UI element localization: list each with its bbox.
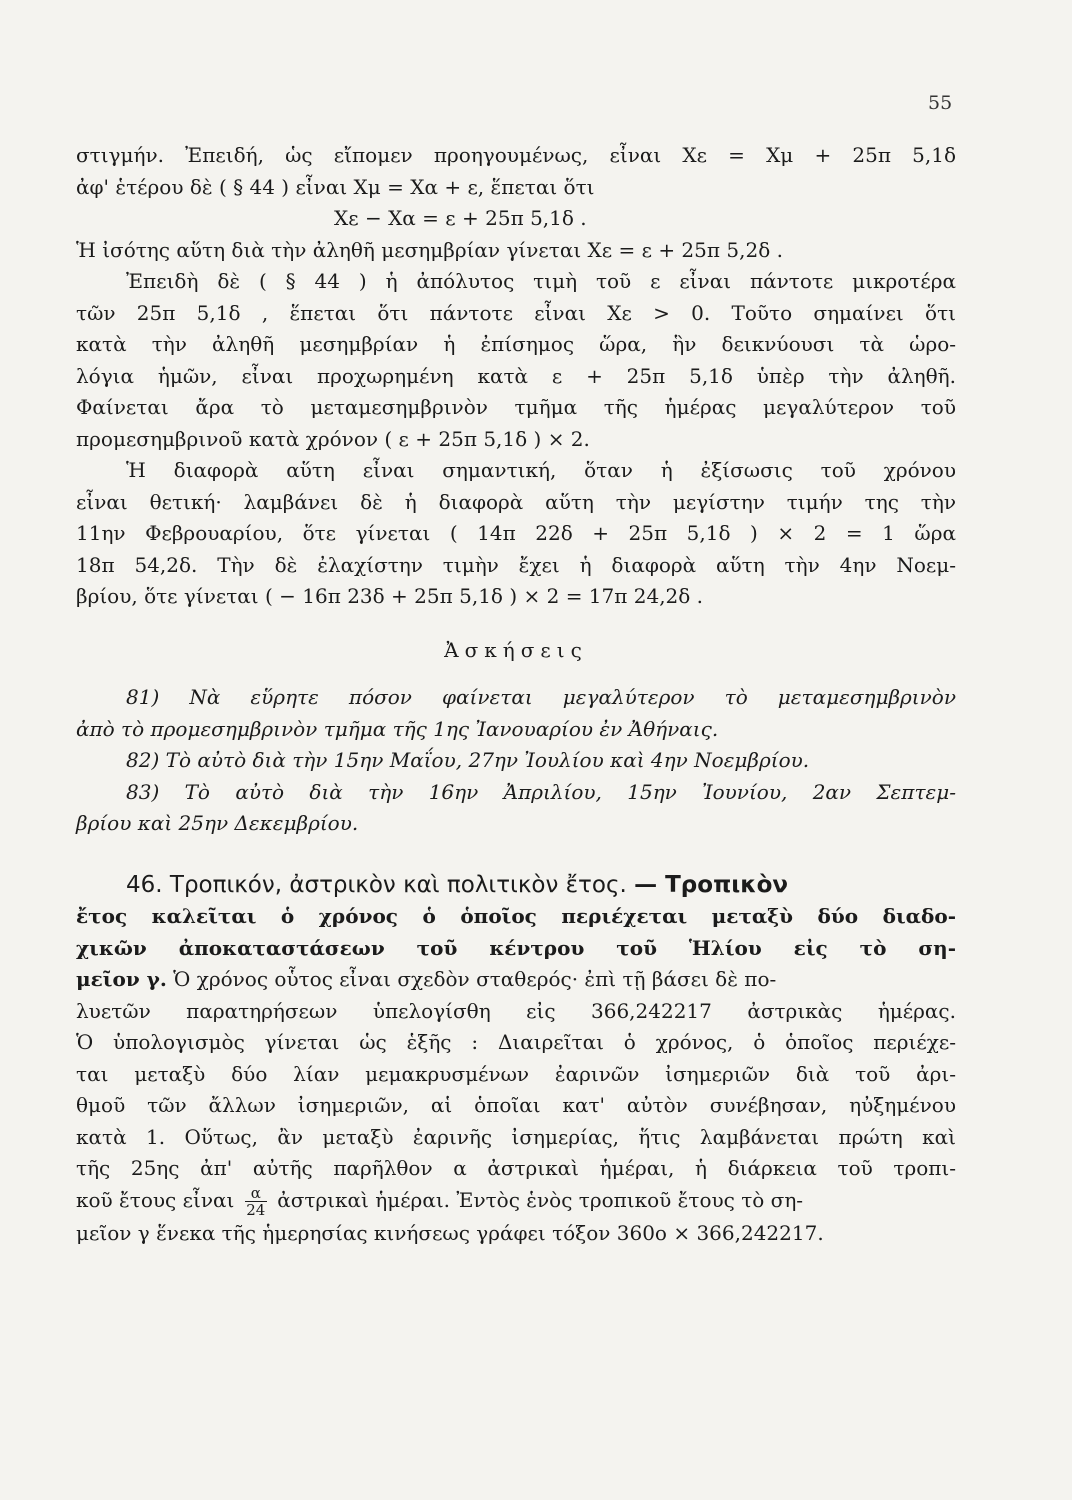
text-line: Φαίνεται ἄρα τὸ μεταμεσημβρινὸν τμῆμα τῆς ἡμέρας μεγαλύτερον τοῦ: [76, 395, 956, 419]
text-line: Ὁ ὑπολογισμὸς γίνεται ὡς ἑξῆς : Διαιρεῖται ὁ χρόνος, ὁ ὁποῖος περιέχε-: [76, 1030, 956, 1054]
fraction-denominator: 24: [246, 1200, 266, 1219]
text-line: μεῖον γ ἕνεκα τῆς ἡμερησίας κινήσεως γράφει τόξον 360ο × 366,242217.: [76, 1220, 824, 1245]
text-segment: ἀστρικαὶ ἡμέραι. Ἐντὸς ἑνὸς τροπικοῦ ἔτους τὸ ση-: [277, 1187, 804, 1212]
page-number: 55: [928, 92, 953, 114]
exercise-line: 83) Τὸ αὐτὸ διὰ τὴν 16ην Ἀπριλίου, 15ην Ἰουνίου, 2αν Σεπτεμ-: [126, 779, 956, 804]
text-line: στιγμήν. Ἐπειδή, ὡς εἴπομεν προηγουμένως, εἶναι Xε = Xμ + 25π 5,1δ: [76, 143, 956, 167]
text-line: βρίου, ὅτε γίνεται ( − 16π 23δ + 25π 5,1δ ) × 2 = 17π 24,2δ .: [76, 584, 704, 608]
section-title-line: [76, 870, 956, 902]
text-line: 18π 54,2δ. Τὴν δὲ ἐλαχίστην τιμὴν ἔχει ἡ διαφορὰ αὕτη τὴν 4ην Νοεμ-: [76, 552, 956, 577]
body-text: [76, 140, 956, 1249]
fraction-numerator: α: [245, 1185, 267, 1202]
fraction: [245, 1185, 267, 1218]
text-line: θμοῦ τῶν ἄλλων ἰσημεριῶν, αἱ ὁποῖαι κατ' αὐτὸν συνέβησαν, ηὐξημένου: [76, 1093, 956, 1117]
text-line: κατὰ 1. Οὕτως, ἂν μεταξὺ ἐαρινῆς ἰσημερίας, ἥτις λαμβάνεται πρώτη καὶ: [76, 1124, 956, 1149]
exercise-line: 82) Τὸ αὐτὸ διὰ τὴν 15ην Μαΐου, 27ην Ἰουλίου καὶ 4ην Νοεμβρίου.: [126, 748, 810, 772]
exercise-line: βρίου καὶ 25ην Δεκεμβρίου.: [76, 811, 359, 835]
section-title: 46. Τροπικόν, ἀστρικὸν καὶ πολιτικὸν ἔτος.: [126, 871, 627, 898]
text-segment: Ὁ χρόνος οὗτος εἶναι σχεδὸν σταθερός· ἐπὶ τῇ βάσει δὲ πο-: [166, 967, 777, 991]
text-line: λόγια ἡμῶν, εἶναι προχωρημένη κατὰ ε + 25π 5,1δ ὑπὲρ τὴν ἀληθῆ.: [76, 363, 956, 388]
text-segment: κοῦ ἔτους εἶναι: [76, 1187, 235, 1212]
exercise-line: 81) Νὰ εὕρητε πόσον φαίνεται μεγαλύτερον τὸ μεταμεσημβρινὸν: [126, 685, 956, 709]
text-line: [76, 964, 956, 996]
text-line: ται μεταξὺ δύο λίαν μεμακρυσμένων ἐαρινῶν ἰσημεριῶν διὰ τοῦ ἀρι-: [76, 1061, 956, 1086]
equation: Xε − Xα = ε + 25π 5,1δ .: [334, 206, 587, 230]
text-line: Ἐπειδὴ δὲ ( § 44 ) ἡ ἀπόλυτος τιμὴ τοῦ ε εἶναι πάντοτε μικροτέρα: [126, 269, 956, 293]
section-bold-intro: — Τροπικὸν: [634, 871, 789, 898]
definition-line: ἔτος καλεῖται ὁ χρόνος ὁ ὁποῖος περιέχεται μεταξὺ δύο διαδο-: [76, 904, 956, 928]
text-line: ἀφ' ἑτέρου δὲ ( § 44 ) εἶναι Xμ = Xα + ε, ἕπεται ὅτι: [76, 174, 595, 199]
definition-end: μεῖον γ.: [76, 967, 167, 991]
text-line: εἶναι θετική· λαμβάνει δὲ ἡ διαφορὰ αὕτη τὴν μεγίστην τιμήν της τὴν: [76, 489, 956, 514]
text-line: προμεσημβρινοῦ κατὰ χρόνον ( ε + 25π 5,1δ ) × 2.: [76, 426, 590, 451]
text-line: [76, 1185, 956, 1218]
text-line: τῆς 25ης ἀπ' αὐτῆς παρῆλθον α ἀστρικαὶ ἡμέραι, ἡ διάρκεια τοῦ τροπι-: [76, 1156, 956, 1180]
text-line: 11ην Φεβρουαρίου, ὅτε γίνεται ( 14π 22δ + 25π 5,1δ ) × 2 = 1 ὥρα: [76, 521, 956, 545]
text-line: λυετῶν παρατηρήσεων ὑπελογίσθη εἰς 366,242217 ἀστρικὰς ἡμέρας.: [76, 998, 956, 1023]
text-line: τῶν 25π 5,1δ , ἕπεται ὅτι πάντοτε εἶναι Xε > 0. Τοῦτο σημαίνει ὅτι: [76, 300, 956, 325]
definition-line: χικῶν ἀποκαταστάσεων τοῦ κέντρου τοῦ Ἡλίου εἰς τὸ ση-: [76, 935, 956, 960]
text-line: κατὰ τὴν ἀληθῆ μεσημβρίαν ἡ ἐπίσημος ὥρα, ἣν δεικνύουσι τὰ ὡρο-: [76, 332, 956, 356]
text-line: Ἡ διαφορὰ αὕτη εἶναι σημαντική, ὅταν ἡ ἐξίσωσις τοῦ χρόνου: [126, 458, 956, 482]
exercise-line: ἀπὸ τὸ προμεσημβρινὸν τμῆμα τῆς 1ης Ἰανουαρίου ἐν Ἀθήναις.: [76, 716, 719, 741]
exercises-heading: Ἀσκήσεις: [444, 637, 588, 662]
text-line: Ἡ ἰσότης αὕτη διὰ τὴν ἀληθῆ μεσημβρίαν γίνεται Xε = ε + 25π 5,2δ .: [76, 237, 783, 262]
